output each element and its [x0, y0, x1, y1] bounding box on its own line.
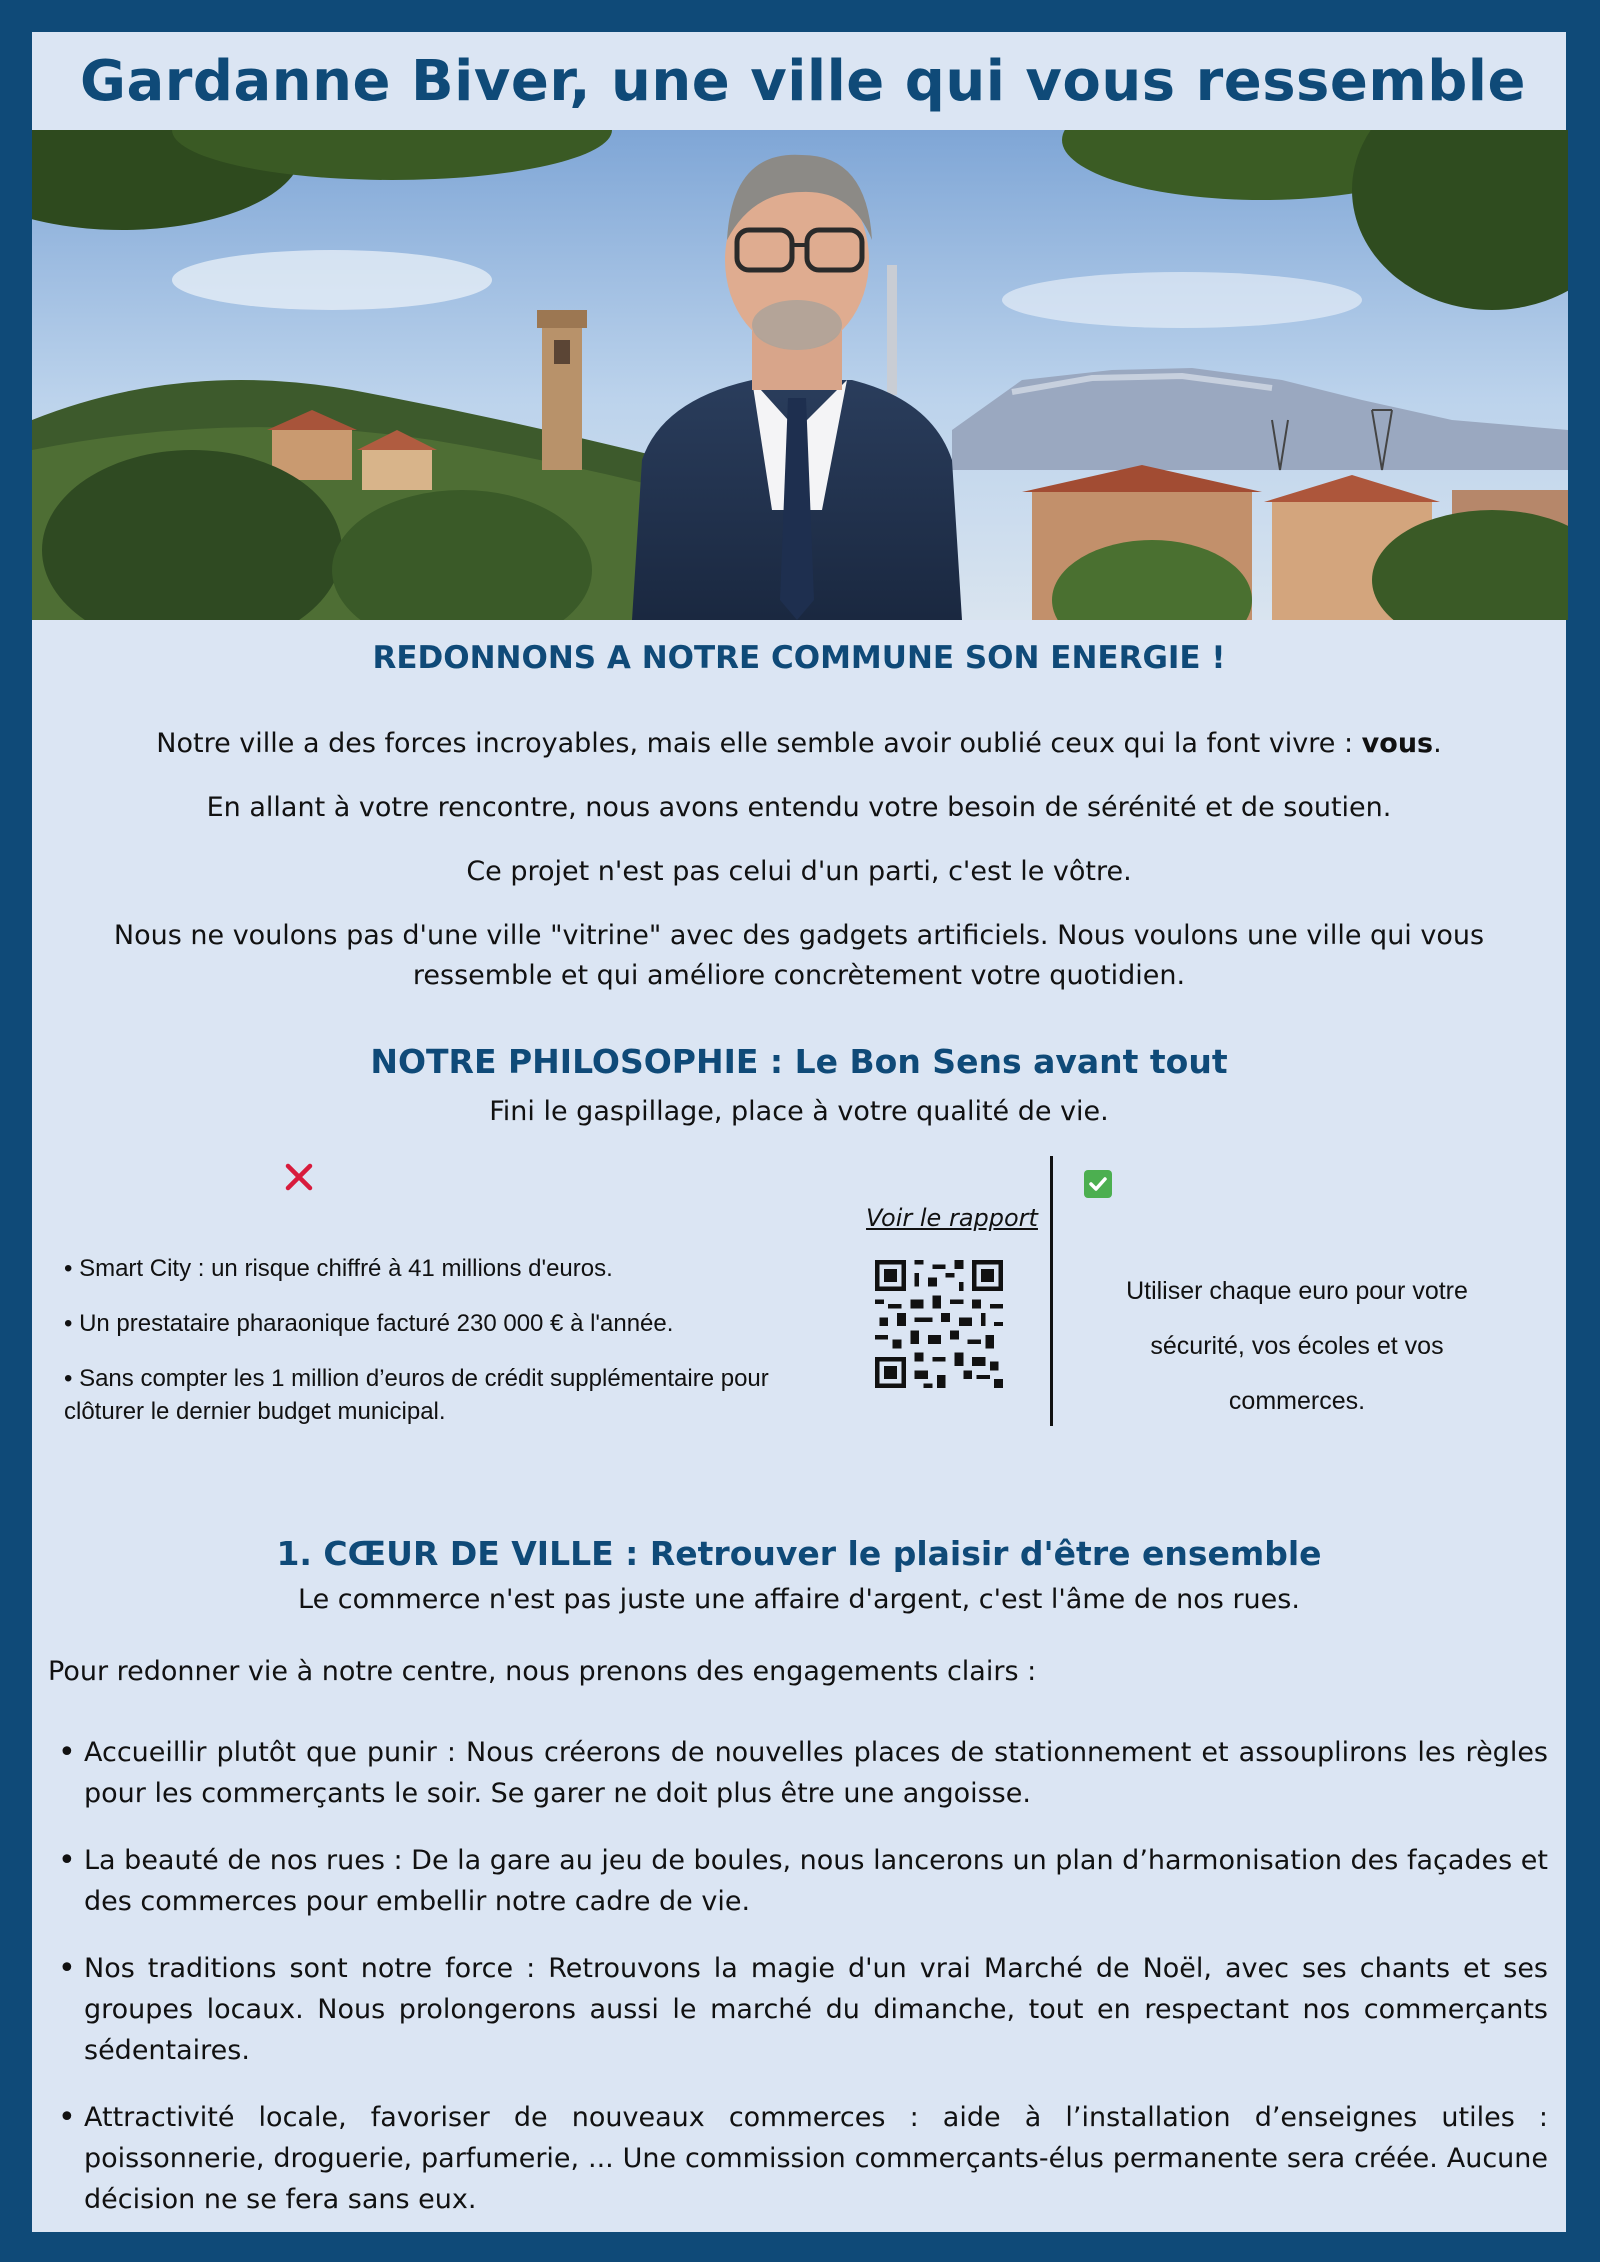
check-mark-icon: [1084, 1170, 1112, 1198]
list-item-text: Attractivité locale, favoriser de nouveaux commerces : aide à l’installation d’enseignes utiles : poissonnerie, droguerie, parfumerie, ... Une commission commerçants-élus permanente sera créée. Aucune décision ne se fera sans eux.: [84, 2102, 1548, 2215]
against-item: • Sans compter les 1 million d’euros de crédit supplémentaire pour clôturer le dernier budget municipal.: [64, 1365, 769, 1425]
against-item: • Un prestataire pharaonique facturé 230 000 € à l'année.: [64, 1310, 674, 1337]
section-1-subheading: Le commerce n'est pas juste une affaire d'argent, c'est l'âme de nos rues.: [298, 1584, 1300, 1615]
list-item-text: La beauté de nos rues : De la gare au jeu de boules, nous lancerons un plan d’harmonisation des façades et des commerces pour embellir notre cadre de vie.: [84, 1845, 1548, 1917]
slogan-heading: REDONNONS A NOTRE COMMUNE SON ENERGIE !: [372, 640, 1226, 676]
against-item: • Smart City : un risque chiffré à 41 millions d'euros.: [64, 1255, 613, 1282]
intro-paragraph-1: [32, 724, 1566, 764]
banner-illustration: [32, 130, 1568, 620]
intro-paragraph-2: En allant à votre rencontre, nous avons entendu votre besoin de sérénité et de soutien.: [206, 792, 1392, 823]
intro-paragraph-3: Ce projet n'est pas celui d'un parti, c'est le vôtre.: [466, 856, 1132, 887]
list-item: [48, 1948, 1548, 2071]
intro-paragraph-4: Nous ne voulons pas d'une ville "vitrine" avec des gadgets artificiels. Nous voulons une ville qui vous ressemble et qui améliore concrètement votre quotidien.: [113, 920, 1485, 991]
section-1-heading: 1. CŒUR DE VILLE : Retrouver le plaisir d'être ensemble: [276, 1534, 1322, 1573]
bullet-icon: •: [58, 1951, 76, 1986]
list-item-text: Accueillir plutôt que punir : Nous créerons de nouvelles places de stationnement et assouplirons les règles pour les commerçants le soir. Se garer ne doit plus être une angoisse.: [84, 1737, 1548, 1809]
report-link[interactable]: Voir le rapport: [866, 1204, 1038, 1232]
section-1-intro: Pour redonner vie à notre centre, nous prenons des engagements clairs :: [48, 1656, 1037, 1687]
philosophy-subheading: Fini le gaspillage, place à votre qualité de vie.: [489, 1096, 1109, 1127]
intro-p1-bold: vous: [1361, 728, 1434, 759]
title-band: [40, 32, 1566, 130]
intro-p1-end: .: [1433, 728, 1442, 759]
list-item: [48, 1840, 1548, 1922]
against-list: [64, 1252, 844, 1450]
cross-mark-icon: [282, 1160, 316, 1194]
list-item: [48, 2097, 1548, 2220]
bullet-icon: •: [58, 1735, 76, 1770]
list-item: [48, 1732, 1548, 1814]
list-item-text: Nos traditions sont notre force : Retrouvons la magie d'un vrai Marché de Noël, avec ses chants et ses groupes locaux. Nous prolongerons aussi le marché du dimanche, tout en respectant nos commerçants sédentaires.: [84, 1953, 1548, 2066]
commitments-list: [48, 1732, 1548, 2246]
banner-photo: [32, 130, 1568, 620]
bullet-icon: •: [58, 2100, 76, 2135]
philosophy-heading: NOTRE PHILOSOPHIE : Le Bon Sens avant tout: [370, 1042, 1228, 1081]
bullet-icon: •: [58, 1843, 76, 1878]
qr-code-icon[interactable]: [875, 1260, 1003, 1388]
flyer-page: [32, 32, 1566, 2232]
page-title: Gardanne Biver, une ville qui vous ressemble: [80, 48, 1526, 114]
column-divider: [1050, 1156, 1053, 1426]
for-statement: Utiliser chaque euro pour votre sécurité, vos écoles et vos commerces.: [1126, 1277, 1468, 1415]
intro-p1-text: Notre ville a des forces incroyables, mais elle semble avoir oublié ceux qui la font vivre :: [156, 728, 1362, 759]
